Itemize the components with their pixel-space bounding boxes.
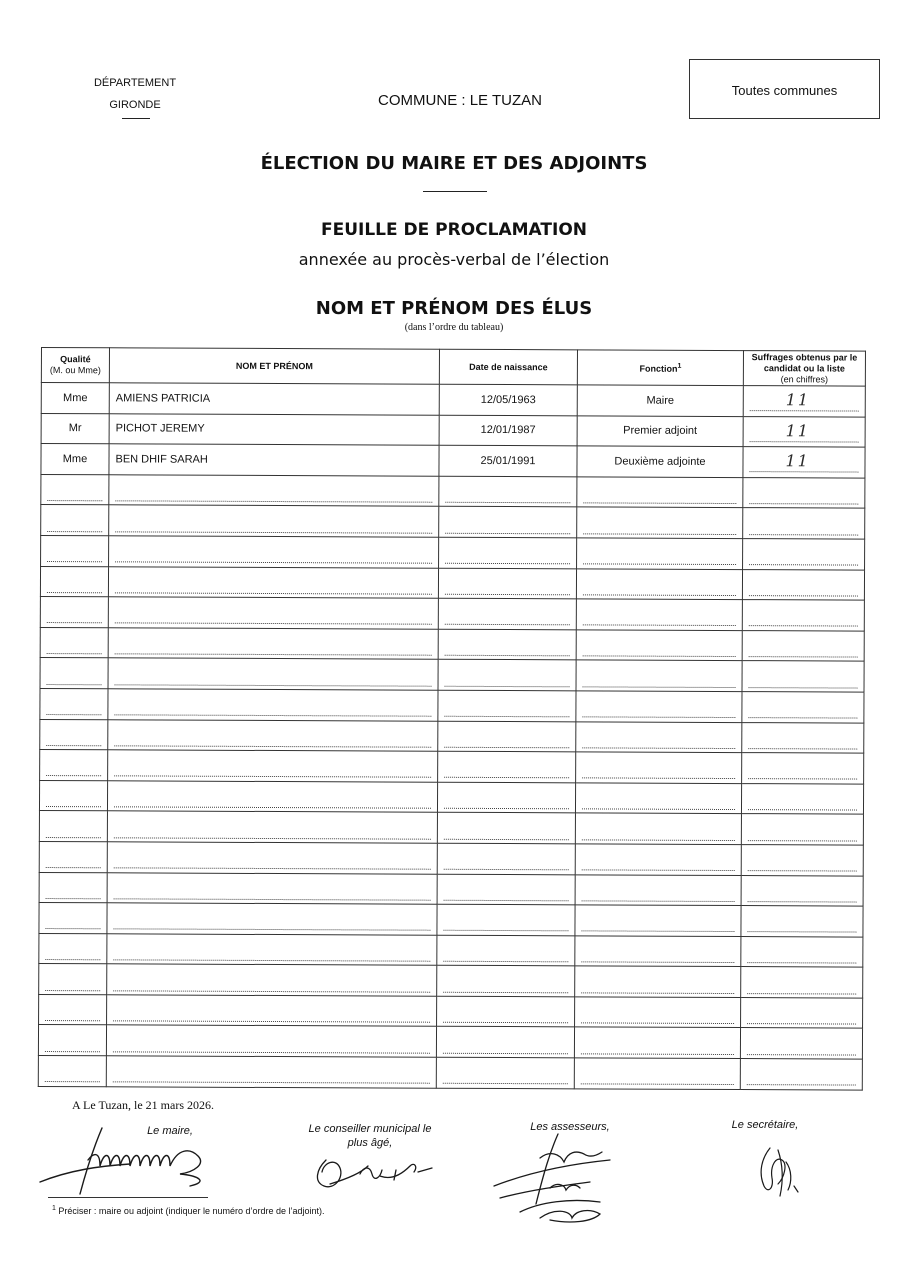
empty-cell (437, 874, 575, 905)
footnote-divider (48, 1197, 208, 1198)
dotted-line (445, 549, 570, 565)
dotted-line (443, 947, 568, 963)
dotted-line (581, 1070, 734, 1086)
title-divider (423, 191, 487, 192)
dotted-line (46, 853, 101, 868)
empty-cell (107, 781, 437, 813)
dotted-line (749, 673, 858, 688)
cell-fonction: Premier adjoint (577, 415, 743, 446)
empty-cell (108, 658, 438, 690)
dotted-line (444, 855, 569, 871)
maire-signature (30, 1122, 220, 1202)
empty-cell (742, 691, 864, 722)
empty-table-row (39, 872, 863, 906)
dotted-line (582, 794, 735, 810)
empty-cell (106, 1025, 436, 1057)
empty-cell (576, 660, 742, 691)
dotted-line (113, 976, 430, 992)
assesseurs-label: Les assesseurs, (530, 1121, 610, 1133)
cell-fonction: Maire (577, 385, 743, 416)
empty-cell (109, 505, 439, 537)
cell-nom: AMIENS PATRICIA (109, 383, 439, 415)
empty-cell (575, 936, 741, 967)
dotted-line (747, 1040, 856, 1055)
empty-cell (439, 476, 577, 507)
cell-suffrages (743, 386, 865, 417)
cell-fonction: Deuxième adjointe (577, 446, 743, 477)
empty-cell (39, 903, 107, 934)
dotted-line (114, 823, 431, 839)
dotted-line (748, 826, 857, 841)
dotted-line (583, 641, 736, 657)
dotted-line (46, 823, 101, 838)
dotted-line (581, 917, 734, 933)
empty-cell (39, 811, 107, 842)
dotted-line (113, 1006, 430, 1022)
empty-table-row (39, 994, 863, 1028)
footnote (52, 1205, 325, 1216)
empty-cell (40, 627, 108, 658)
dotted-line (115, 609, 432, 625)
empty-cell (743, 477, 865, 508)
empty-cell (576, 630, 742, 661)
dotted-line (582, 856, 735, 872)
empty-cell (742, 722, 864, 753)
dotted-line (749, 489, 858, 504)
departement-divider (122, 118, 150, 119)
dotted-line (115, 578, 432, 594)
empty-cell (574, 1027, 740, 1058)
dotted-line (45, 945, 100, 960)
dotted-line (445, 580, 570, 596)
suffrages-value: 11 (785, 421, 811, 441)
empty-table-row (40, 719, 864, 753)
dotted-line (747, 979, 856, 994)
empty-cell (438, 629, 576, 660)
empty-cell (575, 905, 741, 936)
col-naissance: Date de naissance (439, 349, 577, 385)
conseiller-signature (310, 1148, 440, 1198)
dotted-line (114, 701, 431, 717)
empty-cell (741, 783, 863, 814)
dotted-line (47, 639, 102, 654)
empty-table-row (39, 841, 863, 875)
empty-cell (108, 628, 438, 660)
cell-nom: PICHOT JEREMY (109, 413, 439, 445)
dotted-line (583, 580, 736, 596)
dotted-line (581, 1009, 734, 1025)
empty-cell (107, 933, 437, 965)
empty-cell (107, 964, 437, 996)
empty-cell (743, 539, 865, 570)
dotted-line (582, 825, 735, 841)
departement-block (60, 72, 210, 116)
suffrages-value: 11 (785, 451, 810, 471)
empty-cell (39, 933, 107, 964)
suffrages-line (749, 451, 858, 473)
dotted-line (748, 887, 857, 902)
dotted-line (114, 854, 431, 870)
empty-table-row (39, 964, 863, 998)
dotted-line (47, 547, 102, 562)
dotted-line (582, 733, 735, 749)
empty-cell (108, 750, 438, 782)
empty-cell (576, 721, 742, 752)
empty-cell (576, 568, 742, 599)
empty-cell (107, 872, 437, 904)
empty-cell (742, 661, 864, 692)
dotted-line (45, 1006, 100, 1021)
empty-cell (741, 844, 863, 875)
empty-cell (438, 568, 576, 599)
empty-cell (41, 535, 109, 566)
dotted-line (747, 1070, 856, 1085)
empty-cell (575, 997, 741, 1028)
table-row (41, 444, 865, 478)
dotted-line (47, 517, 102, 532)
empty-cell (740, 1059, 862, 1090)
dotted-line (113, 945, 430, 961)
dotted-line (113, 915, 430, 931)
empty-cell (437, 966, 575, 997)
dotted-line (444, 733, 569, 749)
dotted-line (113, 1037, 430, 1053)
secretaire-label: Le secrétaire, (731, 1119, 799, 1131)
dotted-line (583, 519, 736, 535)
empty-cell (437, 996, 575, 1027)
dotted-line (581, 1039, 734, 1055)
dotted-line (748, 856, 857, 871)
empty-table-row (38, 1056, 862, 1090)
dotted-line (47, 670, 102, 685)
empty-cell (437, 782, 575, 813)
dotted-line (749, 581, 858, 596)
subtitle: FEUILLE DE PROCLAMATION (320, 220, 587, 240)
dotted-line (47, 608, 102, 623)
table-row (41, 383, 865, 417)
empty-cell (438, 751, 576, 782)
empty-cell (576, 752, 742, 783)
commune-name: COMMUNE : LE TUZAN (378, 92, 542, 109)
dotted-line (748, 703, 857, 718)
empty-cell (741, 875, 863, 906)
dotted-line (443, 1069, 568, 1085)
table-header-row (41, 348, 865, 387)
dotted-line (583, 550, 736, 566)
empty-table-row (40, 627, 864, 661)
cell-nom: BEN DHIF SARAH (109, 444, 439, 476)
empty-cell (108, 566, 438, 598)
dotted-line (748, 734, 857, 749)
empty-cell (438, 598, 576, 629)
cell-naissance: 12/05/1963 (439, 384, 577, 415)
empty-cell (742, 630, 864, 661)
empty-cell (39, 872, 107, 903)
page-title: ÉLECTION DU MAIRE ET DES ADJOINTS (260, 153, 648, 174)
empty-cell (39, 841, 107, 872)
col-qualite-label: Qualité (60, 354, 91, 365)
dotted-line (582, 703, 735, 719)
empty-cell (439, 537, 577, 568)
empty-cell (575, 813, 741, 844)
dotted-line (115, 517, 432, 533)
dotted-line (748, 795, 857, 810)
dotted-line (445, 671, 570, 687)
empty-cell (742, 600, 864, 631)
departement-name: GIRONDE (109, 99, 161, 111)
empty-cell (575, 966, 741, 997)
dotted-line (443, 1039, 568, 1055)
dotted-line (444, 702, 569, 718)
col-fonction (577, 350, 743, 386)
cell-naissance: 12/01/1987 (439, 415, 577, 446)
cell-suffrages (743, 447, 865, 478)
suffrages-value: 11 (785, 390, 811, 410)
empty-table-row (39, 903, 863, 937)
empty-cell (741, 936, 863, 967)
col-fonction-label: Fonction (639, 363, 678, 374)
dotted-line (581, 947, 734, 963)
dotted-line (445, 610, 570, 626)
dotted-line (583, 611, 736, 627)
dotted-line (747, 1009, 856, 1024)
dotted-line (46, 761, 101, 776)
dotted-line (747, 948, 856, 963)
dotted-line (114, 731, 431, 747)
empty-cell (574, 1058, 740, 1089)
dotted-line (47, 578, 102, 593)
empty-cell (39, 964, 107, 995)
dotted-line (749, 550, 858, 565)
empty-cell (437, 813, 575, 844)
suffrages-line (750, 423, 859, 442)
dotted-line (749, 642, 858, 657)
empty-cell (740, 1028, 862, 1059)
dotted-line (445, 518, 570, 534)
dotted-line (445, 488, 570, 504)
cell-qualite: Mme (41, 444, 109, 475)
dotted-line (46, 884, 101, 899)
cell-suffrages (743, 416, 865, 447)
col-fonction-footnote-ref: 1 (677, 362, 682, 370)
table-body (38, 383, 865, 1090)
empty-cell (108, 689, 438, 721)
empty-cell (577, 538, 743, 569)
empty-cell (437, 904, 575, 935)
dotted-line (114, 792, 431, 808)
empty-cell (438, 660, 576, 691)
dotted-line (444, 794, 569, 810)
communes-box: Toutes communes (689, 59, 880, 119)
dotted-line (45, 976, 100, 991)
footnote-text: Préciser : maire ou adjoint (indiquer le numéro d’ordre de l’adjoint). (58, 1206, 325, 1216)
place-date: A Le Tuzan, le 21 mars 2026. (72, 1098, 214, 1112)
empty-cell (107, 842, 437, 874)
dotted-line (749, 520, 858, 535)
empty-table-row (40, 688, 864, 722)
empty-cell (107, 903, 437, 935)
footnote-marker: 1 (52, 1205, 56, 1212)
empty-cell (41, 474, 109, 505)
empty-table-row (40, 597, 864, 631)
empty-cell (38, 1056, 106, 1087)
empty-cell (742, 753, 864, 784)
section-heading: NOM ET PRÉNOM DES ÉLUS (315, 298, 593, 319)
empty-cell (39, 780, 107, 811)
empty-cell (438, 721, 576, 752)
empty-cell (40, 566, 108, 597)
empty-cell (108, 719, 438, 751)
dotted-line (583, 488, 736, 504)
empty-table-row (39, 933, 863, 967)
col-suffrages-label: Suffrages obtenus par le candidat ou la liste (751, 351, 858, 374)
dotted-line (46, 731, 101, 746)
empty-cell (109, 536, 439, 568)
empty-cell (741, 967, 863, 998)
dotted-line (443, 916, 568, 932)
empty-cell (741, 997, 863, 1028)
dotted-line (582, 764, 735, 780)
empty-table-row (41, 535, 865, 569)
cell-naissance: 25/01/1991 (439, 445, 577, 476)
col-suffrages-note: (en chiffres) (780, 373, 829, 384)
empty-cell (40, 688, 108, 719)
departement-label: DÉPARTEMENT (93, 77, 177, 89)
empty-cell (38, 1025, 106, 1056)
empty-cell (40, 658, 108, 689)
empty-table-row (40, 658, 864, 692)
empty-cell (41, 505, 109, 536)
empty-cell (438, 690, 576, 721)
dotted-line (113, 1068, 430, 1084)
section-heading-note: (dans l’ordre du tableau) (404, 322, 504, 333)
empty-cell (741, 906, 863, 937)
col-suffrages (743, 351, 865, 387)
empty-cell (577, 507, 743, 538)
empty-cell (575, 874, 741, 905)
suffrages-line (750, 392, 859, 411)
empty-cell (742, 569, 864, 600)
empty-table-row (41, 505, 865, 539)
empty-cell (575, 844, 741, 875)
empty-cell (741, 814, 863, 845)
empty-cell (40, 750, 108, 781)
empty-cell (108, 597, 438, 629)
dotted-line (582, 886, 735, 902)
empty-cell (577, 477, 743, 508)
dotted-line (45, 1067, 100, 1082)
empty-table-row (39, 780, 863, 814)
secretaire-signature (748, 1142, 808, 1202)
dotted-line (444, 763, 569, 779)
maire-label: Le maire, (147, 1125, 193, 1137)
empty-cell (40, 719, 108, 750)
assesseurs-signatures (480, 1132, 640, 1232)
empty-cell (436, 1027, 574, 1058)
dotted-line (444, 886, 569, 902)
empty-cell (40, 597, 108, 628)
empty-cell (107, 811, 437, 843)
dotted-line (47, 486, 102, 501)
cell-qualite: Mr (41, 413, 109, 444)
dotted-line (115, 639, 432, 655)
dotted-line (46, 792, 101, 807)
empty-table-row (39, 811, 863, 845)
dotted-line (115, 548, 432, 564)
dotted-line (583, 672, 736, 688)
annexe-text: annexée au procès-verbal de l’élection (298, 250, 610, 269)
empty-cell (576, 599, 742, 630)
col-qualite (41, 348, 109, 383)
empty-cell (39, 994, 107, 1025)
empty-table-row (40, 566, 864, 600)
empty-cell (575, 783, 741, 814)
dotted-line (115, 486, 432, 502)
dotted-line (45, 914, 100, 929)
dotted-line (443, 977, 568, 993)
empty-cell (439, 507, 577, 538)
empty-cell (107, 995, 437, 1027)
dotted-line (748, 765, 857, 780)
empty-cell (743, 508, 865, 539)
empty-cell (576, 691, 742, 722)
empty-cell (437, 843, 575, 874)
dotted-line (114, 762, 431, 778)
cell-qualite: Mme (41, 383, 109, 414)
empty-cell (106, 1056, 436, 1088)
empty-cell (109, 475, 439, 507)
dotted-line (443, 1008, 568, 1024)
col-nom: NOM ET PRÉNOM (109, 348, 439, 384)
dotted-line (581, 978, 734, 994)
dotted-line (45, 1037, 100, 1052)
dotted-line (747, 917, 856, 932)
dotted-line (445, 641, 570, 657)
dotted-line (749, 612, 858, 627)
empty-table-row (41, 474, 865, 508)
dotted-line (444, 824, 569, 840)
dotted-line (115, 670, 432, 686)
table-row (41, 413, 865, 447)
elus-table (38, 347, 866, 1090)
col-qualite-note: (M. ou Mme) (49, 365, 101, 376)
conseiller-label: Le conseiller municipal le plus âgé, (308, 1123, 432, 1149)
empty-table-row (38, 1025, 862, 1059)
empty-cell (437, 935, 575, 966)
empty-cell (436, 1057, 574, 1088)
dotted-line (46, 700, 101, 715)
dotted-line (114, 884, 431, 900)
empty-table-row (40, 750, 864, 784)
